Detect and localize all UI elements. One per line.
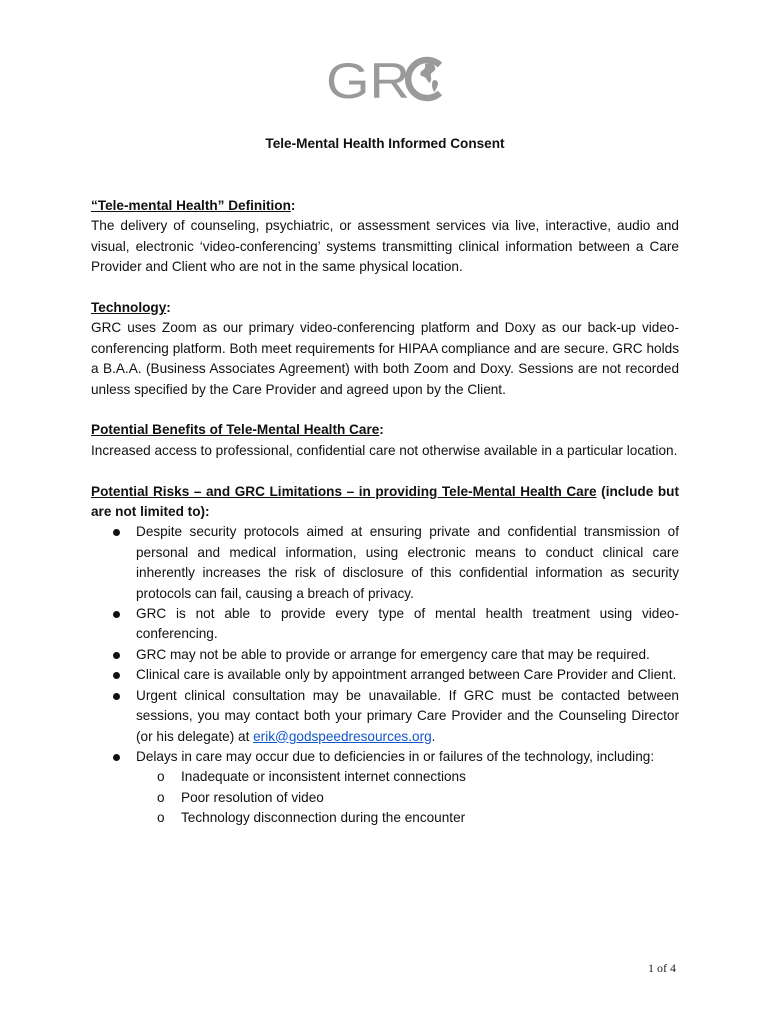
definition-text: The delivery of counseling, psychiatric, or assessment services via live, interactive, audio and visual, electronic ‘video-conferencing’ systems transmitting clinical information between a Care Provider and Client who are not in the same physical location. xyxy=(91,218,679,275)
risk-item: GRC may not be able to provide or arrange for emergency care that may be required. xyxy=(91,645,679,665)
benefits-text: Increased access to professional, confidential care not otherwise available in a particular location. xyxy=(91,442,678,458)
bullet-icon xyxy=(113,529,120,536)
grc-logo-graphic xyxy=(326,56,446,102)
bullet-icon xyxy=(113,611,120,618)
delays-sublist xyxy=(136,767,679,828)
sub-item: o Technology disconnection during the encounter xyxy=(136,808,679,828)
bullet-icon xyxy=(113,652,120,659)
risks-list xyxy=(91,522,679,828)
risk-item-delays: Delays in care may occur due to deficiencies in or failures of the technology, including: o Inadequate or inconsistent internet connections o Poor resolution of video o Technology disconnection during the encounter xyxy=(91,747,679,829)
risk-item: GRC is not able to provide every type of mental health treatment using video-conferencing. xyxy=(91,604,679,645)
definition-section xyxy=(91,196,679,278)
document-body xyxy=(91,196,679,849)
benefits-section xyxy=(91,420,679,461)
risk-item-urgent: Urgent clinical consultation may be unavailable. If GRC must be contacted between sessions, you may contact both your primary Care Provider and the Counseling Director (or his delegate) at erik@godspeedresources.org. xyxy=(91,686,679,747)
document-title: Tele-Mental Health Informed Consent xyxy=(265,136,505,151)
email-link[interactable]: erik@godspeedresources.org xyxy=(253,728,432,744)
sub-bullet-icon: o xyxy=(157,810,165,826)
risk-item: Despite security protocols aimed at ensuring private and confidential transmission of personal and medical information, using electronic means to conduct clinical care inherently increases the risk of disclosure of this confidential information as security protocols can fail, causing a breach of privacy. xyxy=(91,522,679,604)
sub-item: o Poor resolution of video xyxy=(136,788,679,808)
svg-text:GR: GR xyxy=(326,56,410,102)
bullet-icon xyxy=(113,693,120,700)
benefits-heading: Potential Benefits of Tele-Mental Health Care: xyxy=(91,422,384,438)
sub-item: o Inadequate or inconsistent internet connections xyxy=(136,767,679,787)
bullet-icon xyxy=(113,672,120,679)
sub-bullet-icon: o xyxy=(157,789,165,805)
risk-item: Clinical care is available only by appointment arranged between Care Provider and Client. xyxy=(91,665,679,685)
technology-section xyxy=(91,298,679,400)
sub-bullet-icon: o xyxy=(157,769,165,785)
definition-heading: “Tele-mental Health” Definition: xyxy=(91,198,296,213)
grc-logo xyxy=(326,56,446,102)
technology-heading: Technology: xyxy=(91,300,171,316)
technology-text: GRC uses Zoom as our primary video-conferencing platform and Doxy as our back-up video-conferencing platform. Both meet requirements for HIPAA compliance and are secure. GRC holds a B.A.A. (Business Associates Agreement) with both Zoom and Doxy. Sessions are not recorded unless specified by the Care Provider and agreed upon by the Client. xyxy=(91,320,679,397)
bullet-icon xyxy=(113,754,120,761)
risks-heading: Potential Risks – and GRC Limitations – in providing Tele-Mental Health Care (include but are not limited to): xyxy=(91,483,679,520)
risks-section xyxy=(91,482,679,829)
page-number: 1 of 4 xyxy=(648,961,676,975)
